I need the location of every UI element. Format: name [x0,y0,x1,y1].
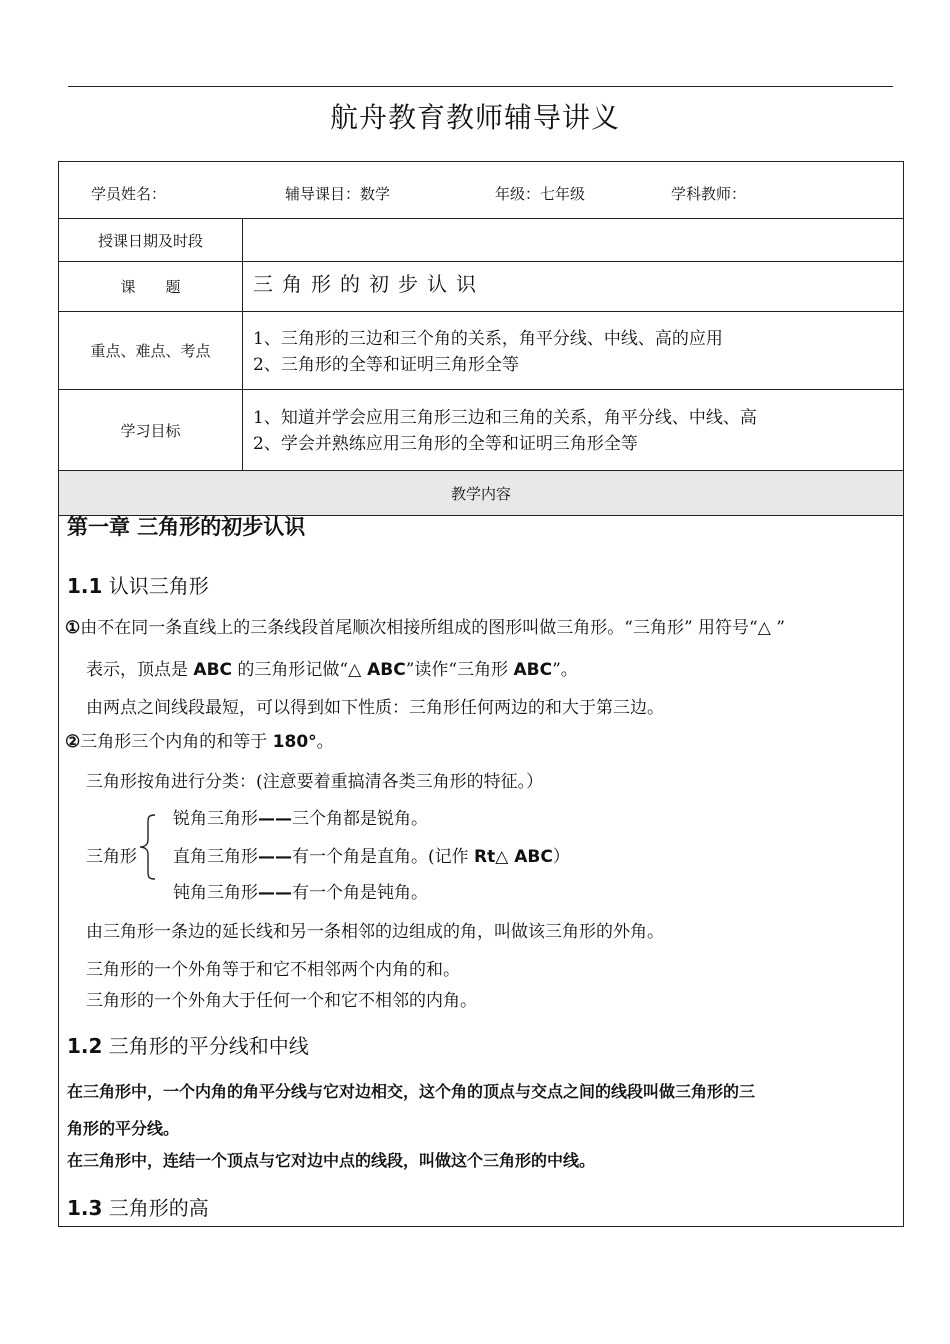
obtuse-triangle-definition: 有一个角是钝角。 [292,883,428,903]
topic-value-cell [253,262,895,311]
notation-text: 表示，顶点是 [86,660,194,680]
date-row [59,219,903,262]
paragraph-classification-intro: 三角形按角进行分类：(注意要着重搞清各类三角形的特征。） [86,772,544,792]
topic-label: 课 题 [59,262,243,311]
content-header-row [59,471,903,516]
classification-right [173,842,570,867]
goals-label: 学习目标 [59,390,243,470]
notation-text: ”读作“三角形 [405,660,514,680]
triangle-symbol: △ [757,618,771,638]
closing-quote: ” [770,618,785,638]
notation-text: ”。 [552,660,578,680]
topic-row [59,262,903,312]
key-point-item: 1、三角形的三边和三个角的关系，角平分线、中线、高的应用 [253,329,723,349]
section-title: 三角形的高 [102,1196,209,1220]
section-title: 三角形的平分线和中线 [102,1034,309,1058]
acute-triangle-definition: 三个角都是锐角。 [292,809,428,829]
date-value [253,219,895,261]
circled-number-1: ① [65,618,81,638]
chapter-title: 第一章 三角形的初步认识 [67,515,306,539]
dash: —— [258,847,292,867]
dash: —— [258,883,292,903]
content-header: 教学内容 [450,484,511,503]
paragraph-notation [86,655,578,680]
notation-text: 的三角形记做“ [232,660,349,680]
right-triangle-definition: ） [552,847,570,867]
acute-triangle-term: 锐角三角形 [173,809,258,829]
angle-sum-text: 三角形三个内角的和等于 [80,732,273,752]
circled-number-2: ② [65,732,81,752]
vertex-label: ABC [513,660,553,680]
key-points-list [253,312,895,389]
section-number: 1.3 [67,1196,103,1220]
grade-label: 年级：七年级 [495,185,586,203]
angle-sum-value: 180° [272,732,317,752]
paragraph-exterior-angle: 由三角形一条边的延长线和另一条相邻的边组成的角，叫做该三角形的外角。 [86,922,664,942]
paragraph-exterior-angle-greater: 三角形的一个外角大于任何一个和它不相邻的内角。 [86,991,477,1011]
section-number: 1.2 [67,1034,103,1058]
classification-acute [173,804,428,829]
triangle-notation: △ ABC [348,660,406,680]
document-title: 航舟教育教师辅导讲义 [329,101,620,134]
lesson-table [58,161,904,1227]
section-heading-1-1 [67,570,209,599]
header-rule [68,86,893,87]
section-heading-1-3 [67,1192,209,1221]
section-heading-1-2 [67,1030,309,1059]
section-number: 1.1 [67,574,103,598]
classification-brace [139,814,157,880]
right-triangle-term: 直角三角形 [173,847,258,867]
paragraph-median: 在三角形中，连结一个顶点与它对边中点的线段，叫做这个三角形的中线。 [67,1151,596,1170]
paragraph-exterior-angle-sum: 三角形的一个外角等于和它不相邻两个内角的和。 [86,960,460,980]
info-row [59,162,903,219]
section-title: 认识三角形 [102,574,209,598]
student-name-label: 学员姓名： [91,185,167,203]
key-points-label: 重点、难点、考点 [59,312,243,389]
paragraph-triangle-definition [65,613,785,638]
right-triangle-definition: 有一个角是直角。(记作 [292,847,475,867]
goal-item: 1、知道并学会应用三角形三边和三角的关系，角平分线、中线、高 [253,408,757,428]
subject-label: 辅导课目：数学 [285,185,391,203]
dash: —— [258,809,292,829]
goals-list [253,390,895,470]
paragraph-angle-bisector-line2: 角形的平分线。 [67,1119,180,1138]
goals-row [59,390,903,471]
right-triangle-notation: Rt△ ABC [474,847,553,867]
date-label: 授课日期及时段 [59,219,243,261]
key-points-row [59,312,903,390]
definition-text: 由不在同一条直线上的三条线段首尾顺次相接所组成的图形叫做三角形。“三角形” 用符号“ [80,618,758,638]
classification-root: 三角形 [86,847,137,867]
angle-sum-text: 。 [316,732,334,752]
paragraph-angle-sum [65,727,334,752]
goal-item: 2、学会并熟练应用三角形的全等和证明三角形全等 [253,434,638,454]
topic-value: 三角形的初步认识 [253,272,485,296]
obtuse-triangle-term: 钝角三角形 [173,883,258,903]
paragraph-angle-bisector-line1: 在三角形中，一个内角的角平分线与它对边相交，这个角的顶点与交点之间的线段叫做三角形的三 [67,1082,756,1101]
classification-obtuse [173,878,428,903]
teacher-label: 学科教师： [671,185,747,203]
vertex-label: ABC [193,660,232,680]
paragraph-triangle-inequality: 由两点之间线段最短，可以得到如下性质：三角形任何两边的和大于第三边。 [86,698,664,718]
key-point-item: 2、三角形的全等和证明三角形全等 [253,355,519,375]
